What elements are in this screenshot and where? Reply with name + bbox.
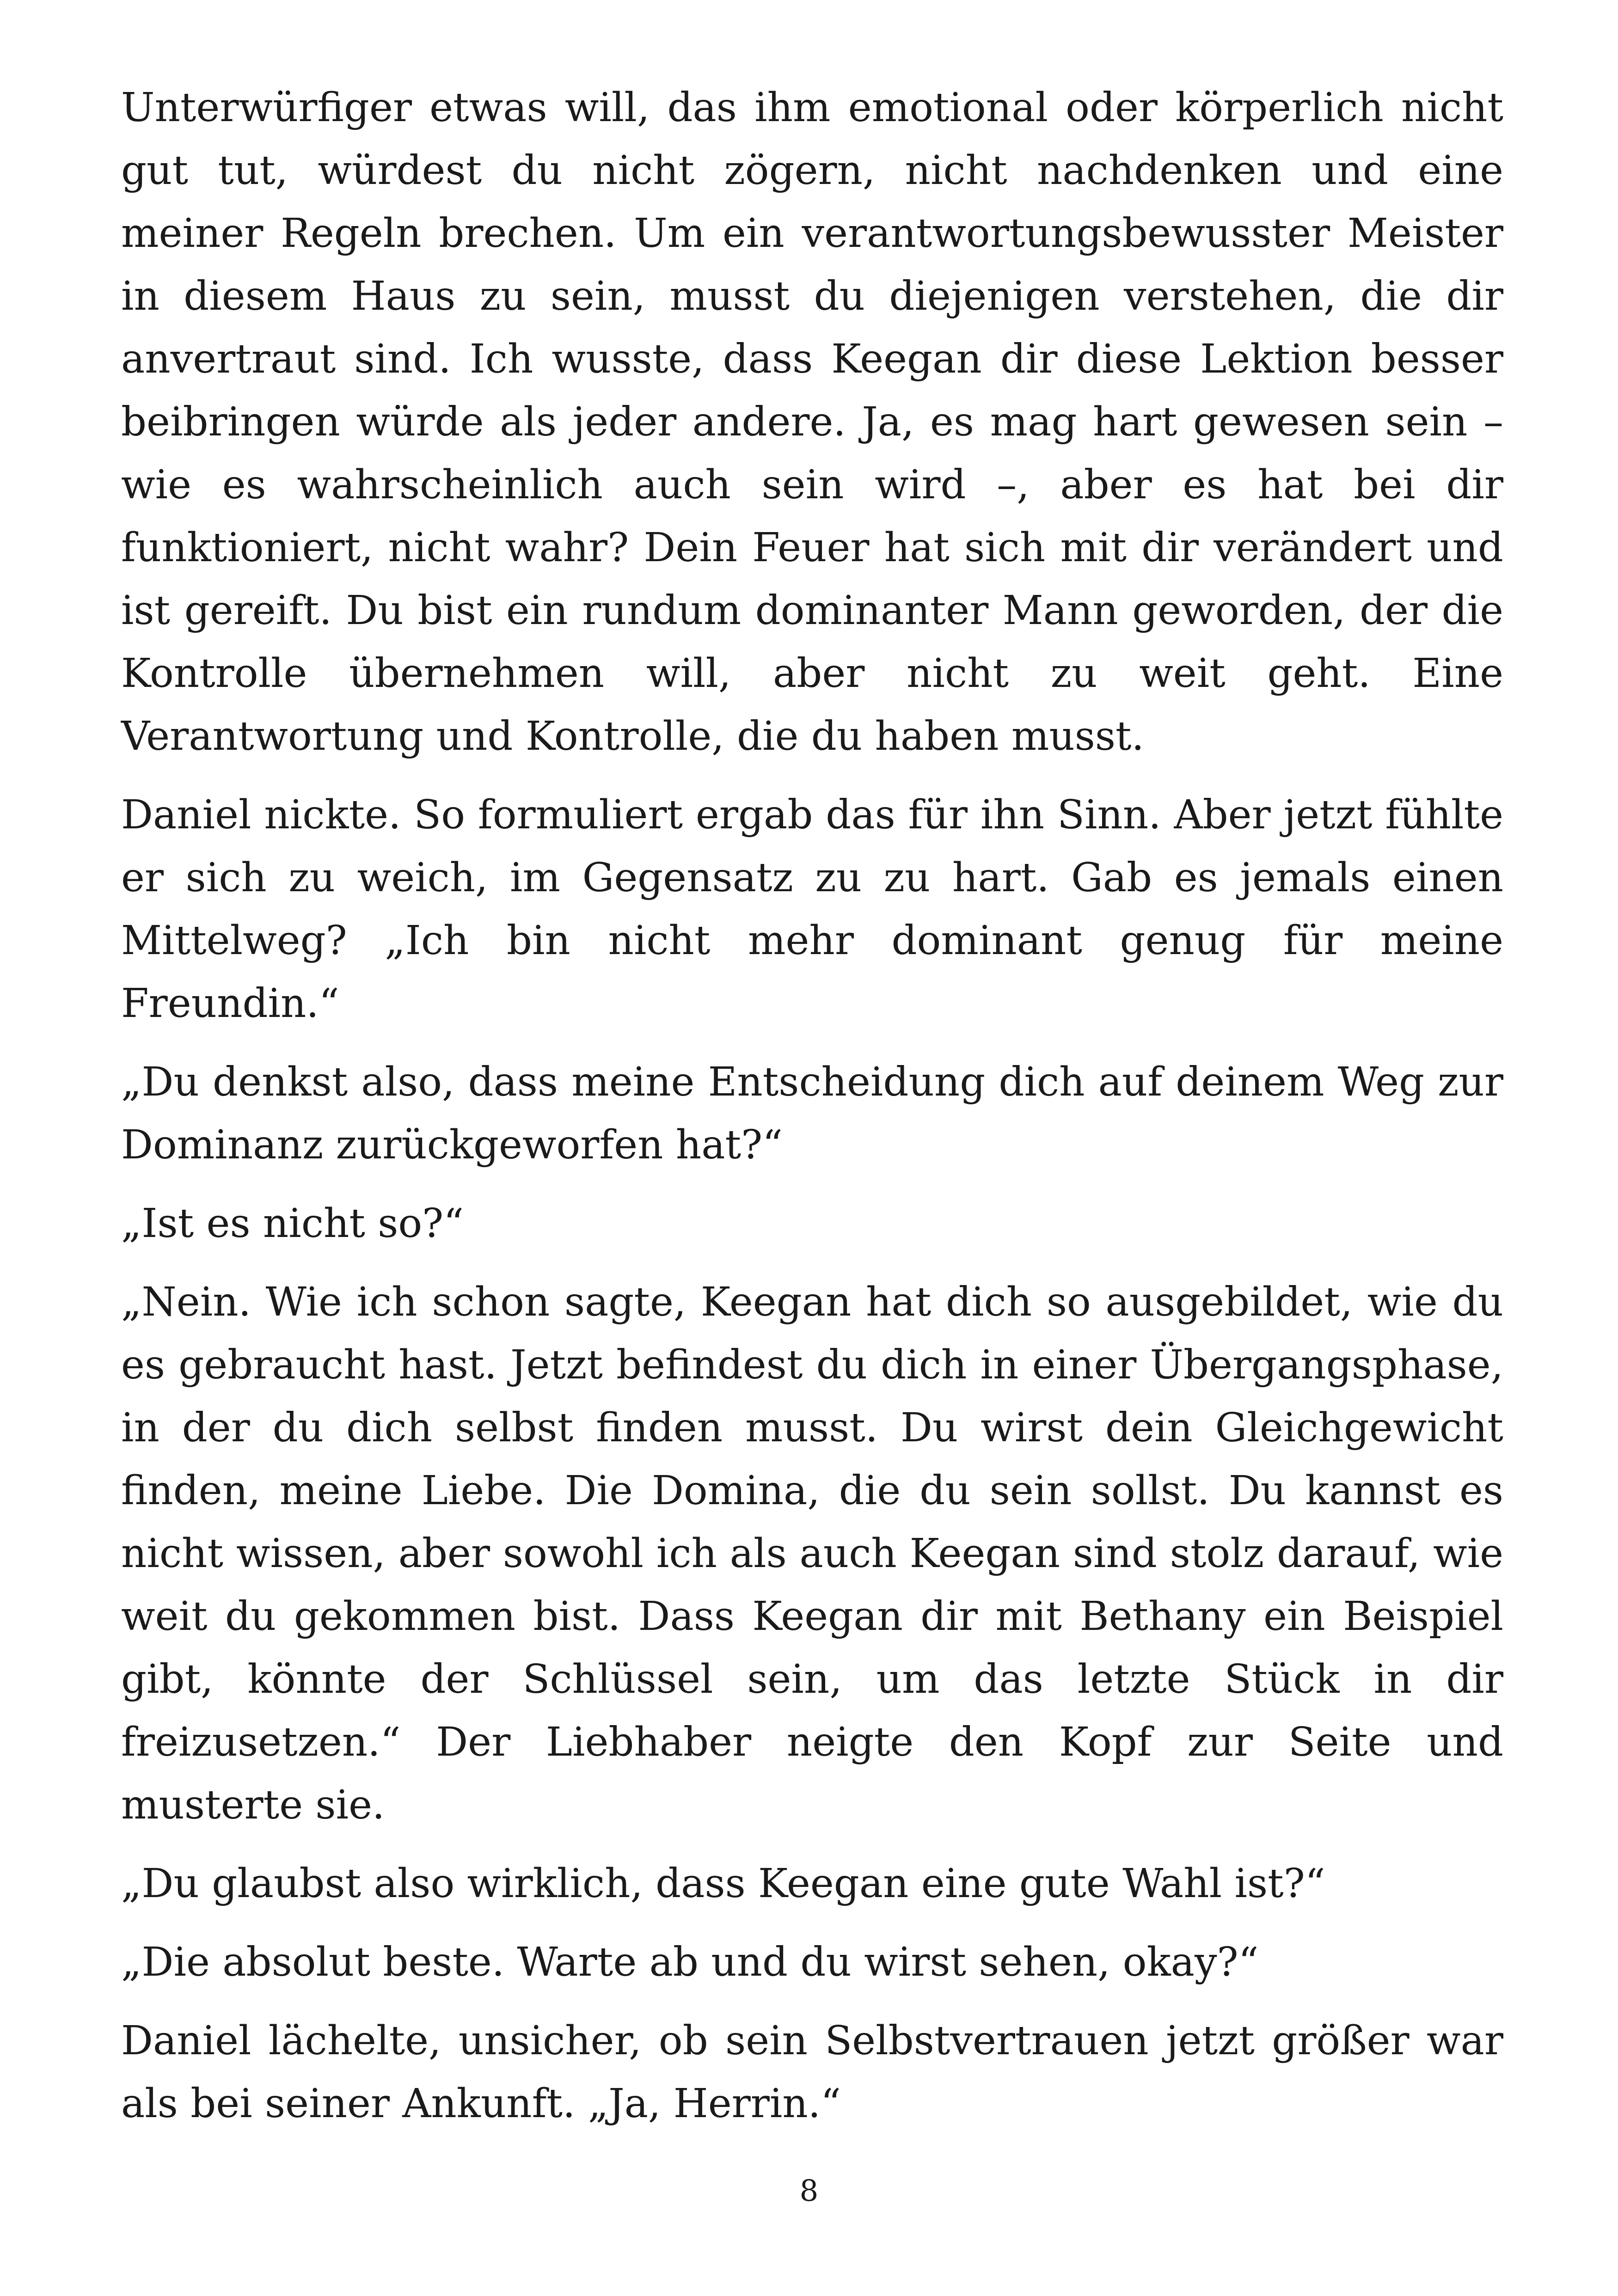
paragraph-8: Daniel lächelte, unsicher, ob sein Selbstvertrauen jetzt größer war als bei seiner Ankunft. „Ja, Herrin.“ bbox=[121, 2018, 1503, 2127]
paragraph-4: „Ist es nicht so?“ bbox=[121, 1200, 464, 1247]
paragraph-5: „Nein. Wie ich schon sagte, Keegan hat dich so ausgebildet, wie du es gebraucht hast. Jetzt befindest du dich in einer Übergangsphase, in der du dich selbst finden musst. Du wirst dein Gleichgewicht finden, meine Liebe. Die Domina, die du sein sollst. Du kannst es nicht wissen, aber sowohl ich als auch Keegan sind stolz darauf, wie weit du gekommen bist. Dass Keegan dir mit Bethany ein Beispiel gibt, könnte der Schlüssel sein, um das letzte Stück in dir freizusetzen.“ Der Liebhaber neigte den Kopf zur Seite und musterte sie. bbox=[121, 1279, 1503, 1828]
paragraph-3: „Du denkst also, dass meine Entscheidung dich auf deinem Weg zur Dominanz zurückgeworfen hat?“ bbox=[121, 1059, 1503, 1168]
page-number: 8 bbox=[799, 2174, 819, 2208]
page-body bbox=[121, 76, 1503, 2151]
paragraph-1: Unterwürfiger etwas will, das ihm emotional oder körperlich nicht gut tut, würdest du nicht zögern, nicht nachdenken und eine meiner Regeln brechen. Um ein verantwortungsbewusster Meister in diesem Haus zu sein, musst du diejenigen verstehen, die dir anvertraut sind. Ich wusste, dass Keegan dir diese Lektion besser beibringen würde als jeder andere. Ja, es mag hart gewesen sein – wie es wahrscheinlich auch sein wird –, aber es hat bei dir funktioniert, nicht wahr? Dein Feuer hat sich mit dir verändert und ist gereift. Du bist ein rundum dominanter Mann geworden, der die Kontrolle übernehmen will, aber nicht zu weit geht. Eine Verantwortung und Kontrolle, die du haben musst. bbox=[121, 85, 1503, 759]
paragraph-6: „Du glaubst also wirklich, dass Keegan eine gute Wahl ist?“ bbox=[121, 1861, 1325, 1907]
paragraph-2: Daniel nickte. So formuliert ergab das für ihn Sinn. Aber jetzt fühlte er sich zu weich, im Gegensatz zu zu hart. Gab es jemals einen Mittelweg? „Ich bin nicht mehr dominant genug für meine Freundin.“ bbox=[121, 792, 1503, 1027]
paragraph-7: „Die absolut beste. Warte ab und du wirst sehen, okay?“ bbox=[121, 1939, 1259, 1985]
